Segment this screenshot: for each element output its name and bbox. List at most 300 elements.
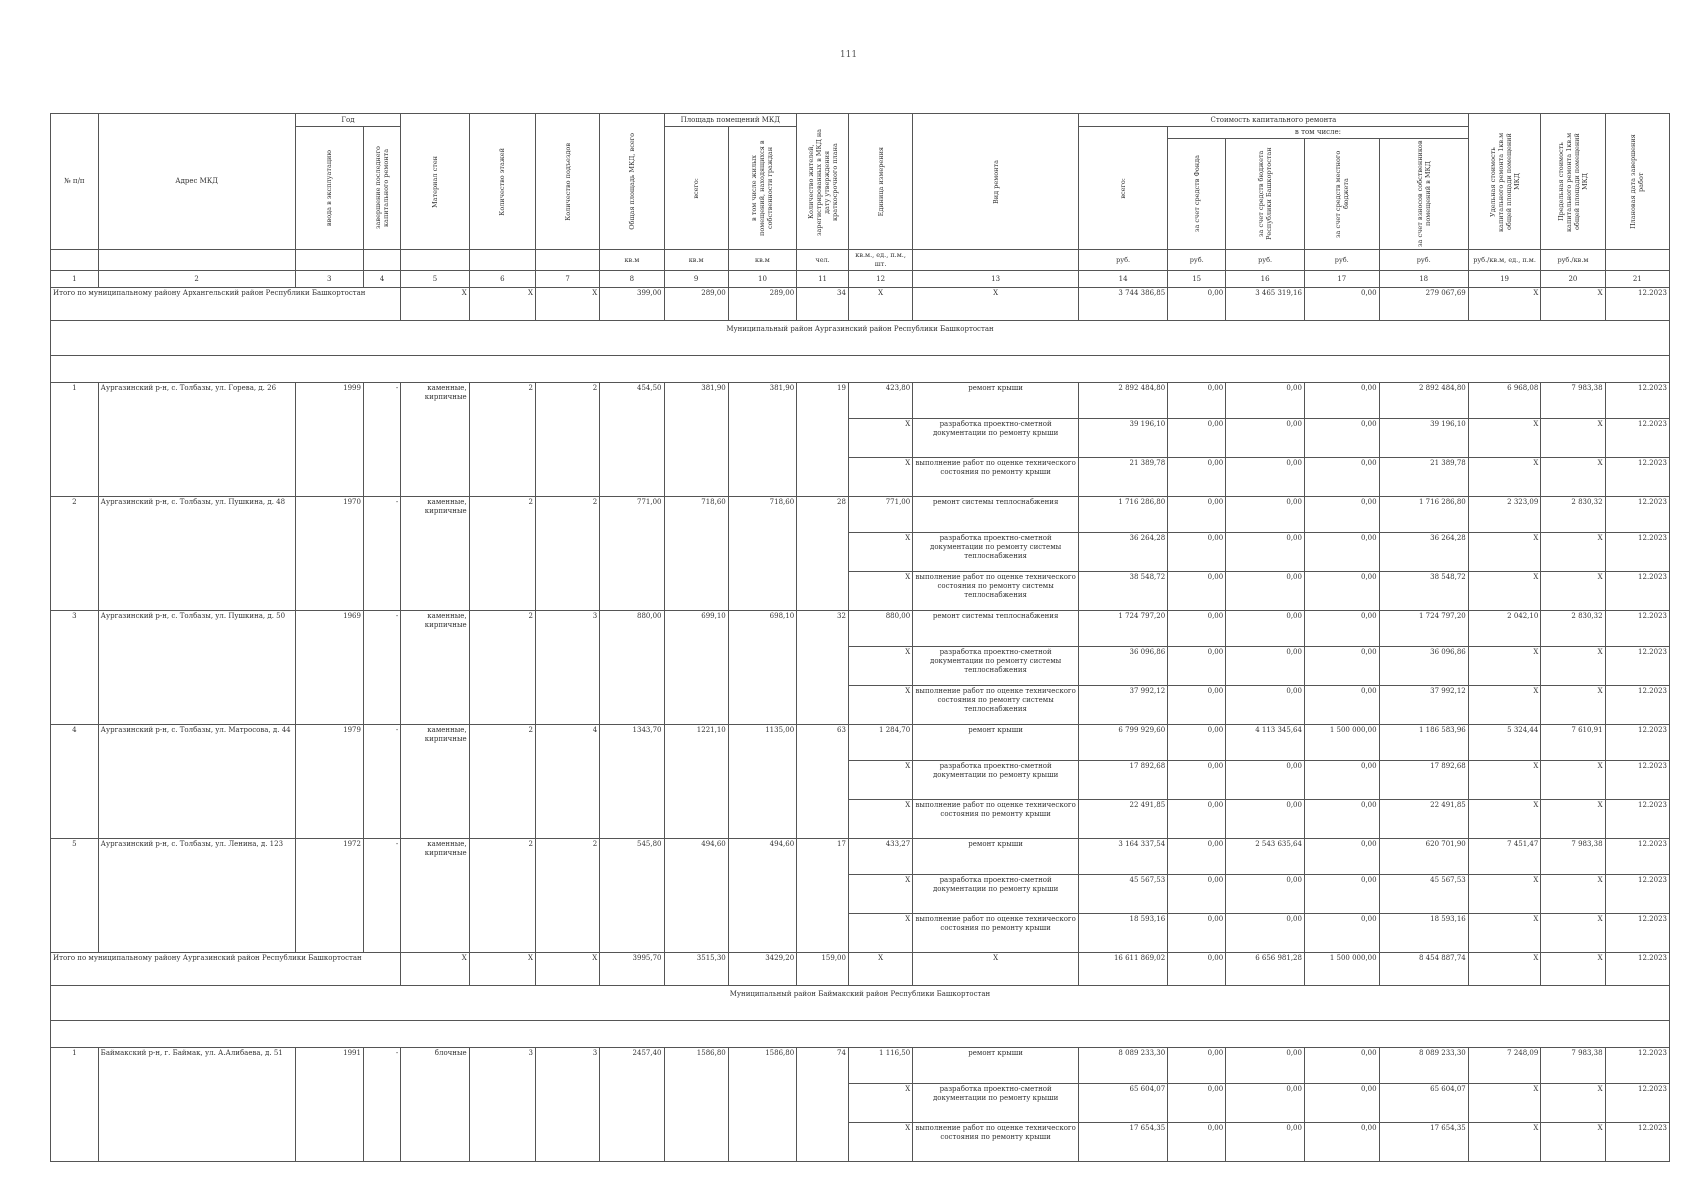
unit-value: X [848,761,912,800]
col-cost-all-header: всего: [1079,127,1168,250]
cost-fund: 0,00 [1168,914,1226,953]
col-including-header: в том числе: [1168,127,1469,139]
building-area-all: 718,60 [664,497,728,611]
cost-republic: 0,00 [1226,914,1305,953]
cost-fund: 0,00 [1168,458,1226,497]
building-row [51,497,1670,533]
column-number-cell: 2 [98,271,295,288]
unit-cell: кв.м [664,250,728,271]
cost-owners: 2 892 484,80 [1379,383,1468,419]
unit-value: X [848,458,912,497]
specific-cost: X [1468,875,1541,914]
building-floors: 2 [469,839,535,953]
building-residents: 63 [797,725,849,839]
deadline: 12.2023 [1605,761,1669,800]
building-total-area: 2457,40 [600,1048,664,1162]
total-cell: 289,00 [664,288,728,321]
max-cost: X [1541,419,1605,458]
specific-cost: X [1468,572,1541,611]
cost-owners: 1 724 797,20 [1379,611,1468,647]
max-cost: 7 983,38 [1541,839,1605,875]
work-type: разработка проектно-сметной документации по ремонту крыши [913,1084,1079,1123]
specific-cost: 5 324,44 [1468,725,1541,761]
col-floors-header: Количество этажей [469,114,535,250]
deadline: 12.2023 [1605,1123,1669,1162]
max-cost: X [1541,458,1605,497]
deadline: 12.2023 [1605,533,1669,572]
building-floors: 2 [469,497,535,611]
specific-cost: X [1468,800,1541,839]
spacer-row [51,356,1670,383]
cost-fund: 0,00 [1168,533,1226,572]
unit-value: 1 284,70 [848,725,912,761]
specific-cost: 7 451,47 [1468,839,1541,875]
cost-fund: 0,00 [1168,647,1226,686]
deadline: 12.2023 [1605,914,1669,953]
unit-value: X [848,533,912,572]
deadline: 12.2023 [1605,572,1669,611]
total-cell: X [848,288,912,321]
col-num-header: № п/п [51,114,99,250]
cost-republic: 0,00 [1226,800,1305,839]
work-type: выполнение работ по оценке технического состояния по ремонту крыши [913,800,1079,839]
building-residents: 19 [797,383,849,497]
cost-fund: 0,00 [1168,800,1226,839]
cost-owners: 38 548,72 [1379,572,1468,611]
total-cell: 3 744 386,85 [1079,288,1168,321]
building-area-residential: 718,60 [728,497,796,611]
cost-republic: 0,00 [1226,875,1305,914]
max-cost: X [1541,800,1605,839]
specific-cost: X [1468,458,1541,497]
max-cost: X [1541,647,1605,686]
cost-republic: 0,00 [1226,497,1305,533]
max-cost: X [1541,761,1605,800]
total-cell: X [913,288,1079,321]
section-header-row [51,321,1670,356]
building-last-repair: - [363,725,400,839]
building-row [51,1048,1670,1084]
unit-value: 880,00 [848,611,912,647]
deadline: 12.2023 [1605,419,1669,458]
cost-owners: 36 264,28 [1379,533,1468,572]
unit-value: 771,00 [848,497,912,533]
building-last-repair: - [363,497,400,611]
building-material: каменные, кирпичные [401,497,469,611]
cost-owners: 37 992,12 [1379,686,1468,725]
specific-cost: 7 248,09 [1468,1048,1541,1084]
work-type: разработка проектно-сметной документации по ремонту крыши [913,761,1079,800]
building-num: 4 [51,725,99,839]
col-year-commission-header: ввода в эксплуатацию [295,127,363,250]
section-header-row [51,986,1670,1021]
building-last-repair: - [363,611,400,725]
work-type: выполнение работ по оценке технического состояния по ремонту крыши [913,914,1079,953]
total-cell: X [401,288,469,321]
cost-local: 0,00 [1304,839,1379,875]
column-numbers-row [51,271,1670,288]
building-entrances: 2 [536,383,600,497]
cost-owners: 18 593,16 [1379,914,1468,953]
spacer-cell [51,1021,1670,1048]
building-material: каменные, кирпичные [401,383,469,497]
col-year-header: Год [295,114,401,127]
cost-republic: 0,00 [1226,761,1305,800]
building-last-repair: - [363,1048,400,1162]
building-last-repair: - [363,839,400,953]
work-type: ремонт системы теплоснабжения [913,611,1079,647]
cost-fund: 0,00 [1168,725,1226,761]
col-unit-header: Единица измерения [848,114,912,250]
total-cell: 34 [797,288,849,321]
column-number-cell: 8 [600,271,664,288]
col-address-header: Адрес МКД [98,114,295,250]
cost-local: 0,00 [1304,611,1379,647]
unit-cell [363,250,400,271]
section-title: Муниципальный район Баймакский район Республики Башкортостан [51,986,1670,1021]
page-number: 111 [839,50,858,60]
cost-fund: 0,00 [1168,572,1226,611]
building-total-area: 545,80 [600,839,664,953]
total-cell: 3995,70 [600,953,664,986]
total-cell: 289,00 [728,288,796,321]
cost-republic: 0,00 [1226,1048,1305,1084]
unit-cell [401,250,469,271]
building-entrances: 4 [536,725,600,839]
unit-cell [913,250,1079,271]
cost-total: 37 992,12 [1079,686,1168,725]
unit-cell [469,250,535,271]
cost-republic: 2 543 635,64 [1226,839,1305,875]
cost-total: 21 389,78 [1079,458,1168,497]
cost-owners: 39 196,10 [1379,419,1468,458]
cost-total: 39 196,10 [1079,419,1168,458]
max-cost: X [1541,533,1605,572]
cost-local: 0,00 [1304,914,1379,953]
cost-fund: 0,00 [1168,686,1226,725]
deadline: 12.2023 [1605,725,1669,761]
building-year: 1970 [295,497,363,611]
cost-owners: 36 096,86 [1379,647,1468,686]
specific-cost: X [1468,914,1541,953]
specific-cost: X [1468,1084,1541,1123]
specific-cost: X [1468,686,1541,725]
building-area-all: 381,90 [664,383,728,497]
total-cell: X [1541,288,1605,321]
work-type: ремонт крыши [913,839,1079,875]
cost-fund: 0,00 [1168,383,1226,419]
unit-cell: руб. [1379,250,1468,271]
unit-value: X [848,1084,912,1123]
building-row [51,611,1670,647]
specific-cost: 6 968,08 [1468,383,1541,419]
work-type: выполнение работ по оценке технического состояния по ремонту системы теплоснабжения [913,572,1079,611]
total-cell: 3429,20 [728,953,796,986]
unit-value: 433,27 [848,839,912,875]
total-label: Итого по муниципальному району Аургазинский район Республики Башкортостан [51,953,401,986]
cost-fund: 0,00 [1168,875,1226,914]
building-num: 3 [51,611,99,725]
cost-total: 18 593,16 [1079,914,1168,953]
column-number-cell: 10 [728,271,796,288]
deadline: 12.2023 [1605,647,1669,686]
building-address: Аургазинский р-н, с. Толбазы, ул. Матросова, д. 44 [98,725,295,839]
unit-cell [98,250,295,271]
deadline: 12.2023 [1605,383,1669,419]
cost-owners: 45 567,53 [1379,875,1468,914]
building-area-all: 494,60 [664,839,728,953]
column-number-cell: 12 [848,271,912,288]
spacer-row [51,1021,1670,1048]
cost-fund: 0,00 [1168,1048,1226,1084]
unit-cell: руб. [1079,250,1168,271]
deadline: 12.2023 [1605,800,1669,839]
building-last-repair: - [363,383,400,497]
building-year: 1991 [295,1048,363,1162]
deadline: 12.2023 [1605,497,1669,533]
work-type: разработка проектно-сметной документации по ремонту крыши [913,875,1079,914]
deadline: 12.2023 [1605,1084,1669,1123]
deadline: 12.2023 [1605,1048,1669,1084]
cost-total: 36 096,86 [1079,647,1168,686]
col-max-cost-header: Предельная стоимость капитального ремонта 1кв.м общей площади помещений МКД [1541,114,1605,250]
specific-cost: X [1468,761,1541,800]
cost-owners: 1 716 286,80 [1379,497,1468,533]
work-type: разработка проектно-сметной документации по ремонту системы теплоснабжения [913,647,1079,686]
col-entrances-header: Количество подъездов [536,114,600,250]
max-cost: X [1541,1123,1605,1162]
col-year-last-header: завершение последнего капитального ремонта [363,127,400,250]
cost-local: 0,00 [1304,533,1379,572]
total-cell: 12.2023 [1605,953,1669,986]
total-cell: 0,00 [1168,953,1226,986]
total-row [51,288,1670,321]
column-number-cell: 11 [797,271,849,288]
unit-cell [51,250,99,271]
cost-local: 0,00 [1304,572,1379,611]
work-type: разработка проектно-сметной документации по ремонту крыши [913,419,1079,458]
total-cell: X [469,288,535,321]
unit-value: X [848,419,912,458]
deadline: 12.2023 [1605,839,1669,875]
cost-total: 36 264,28 [1079,533,1168,572]
building-floors: 2 [469,725,535,839]
cost-total: 65 604,07 [1079,1084,1168,1123]
cost-republic: 0,00 [1226,419,1305,458]
total-cell: 12.2023 [1605,288,1669,321]
column-number-cell: 21 [1605,271,1669,288]
unit-cell [295,250,363,271]
total-cell: 0,00 [1168,288,1226,321]
cost-local: 0,00 [1304,458,1379,497]
cost-total: 38 548,72 [1079,572,1168,611]
building-residents: 17 [797,839,849,953]
total-cell: 3515,30 [664,953,728,986]
building-total-area: 1343,70 [600,725,664,839]
unit-value: 423,80 [848,383,912,419]
work-type: ремонт крыши [913,725,1079,761]
building-address: Баймакский р-н, г. Баймак, ул. А.Алибаева, д. 51 [98,1048,295,1162]
max-cost: X [1541,914,1605,953]
cost-republic: 0,00 [1226,1084,1305,1123]
work-type: ремонт системы теплоснабжения [913,497,1079,533]
building-floors: 2 [469,611,535,725]
cost-total: 17 654,35 [1079,1123,1168,1162]
col-residents-header: Количество жителей, зарегистрированных в МКД на дату утверждения краткосрочного плана [797,114,849,250]
column-number-cell: 13 [913,271,1079,288]
unit-value: X [848,686,912,725]
cost-total: 22 491,85 [1079,800,1168,839]
capital-repair-table [50,113,1670,1162]
cost-total: 45 567,53 [1079,875,1168,914]
unit-value: X [848,800,912,839]
total-cell: X [401,953,469,986]
building-area-residential: 698,10 [728,611,796,725]
building-area-all: 1221,10 [664,725,728,839]
deadline: 12.2023 [1605,611,1669,647]
building-year: 1972 [295,839,363,953]
col-area-all-header: всего: [664,127,728,250]
building-num: 1 [51,1048,99,1162]
max-cost: X [1541,572,1605,611]
total-cell: 8 454 887,74 [1379,953,1468,986]
total-row [51,953,1670,986]
work-type: выполнение работ по оценке технического состояния по ремонту системы теплоснабжения [913,686,1079,725]
section-title: Муниципальный район Аургазинский район Республики Башкортостан [51,321,1670,356]
building-area-all: 699,10 [664,611,728,725]
col-fund-header: за счет средств Фонда [1168,139,1226,250]
cost-total: 2 892 484,80 [1079,383,1168,419]
cost-local: 0,00 [1304,497,1379,533]
building-row [51,839,1670,875]
building-address: Аургазинский р-н, с. Толбазы, ул. Ленина, д. 123 [98,839,295,953]
header-row-1 [51,114,1670,127]
cost-owners: 21 389,78 [1379,458,1468,497]
cost-total: 1 716 286,80 [1079,497,1168,533]
building-total-area: 771,00 [600,497,664,611]
unit-value: X [848,1123,912,1162]
column-number-cell: 20 [1541,271,1605,288]
max-cost: 2 830,32 [1541,497,1605,533]
cost-owners: 8 089 233,30 [1379,1048,1468,1084]
total-cell: X [469,953,535,986]
building-year: 1979 [295,725,363,839]
unit-value: X [848,572,912,611]
cost-total: 8 089 233,30 [1079,1048,1168,1084]
cost-local: 0,00 [1304,647,1379,686]
col-total-area-header: Общая площадь МКД, всего [600,114,664,250]
column-number-cell: 15 [1168,271,1226,288]
cost-local: 0,00 [1304,875,1379,914]
cost-owners: 1 186 583,96 [1379,725,1468,761]
cost-local: 0,00 [1304,1123,1379,1162]
unit-cell [536,250,600,271]
cost-republic: 0,00 [1226,383,1305,419]
unit-value: 1 116,50 [848,1048,912,1084]
cost-fund: 0,00 [1168,611,1226,647]
max-cost: 2 830,32 [1541,611,1605,647]
work-type: ремонт крыши [913,383,1079,419]
specific-cost: X [1468,647,1541,686]
cost-fund: 0,00 [1168,497,1226,533]
total-cell: X [536,953,600,986]
col-area-residential-header: в том числе жилых помещений, находящихся в собственности граждан [728,127,796,250]
building-row [51,383,1670,419]
cost-fund: 0,00 [1168,1084,1226,1123]
building-num: 1 [51,383,99,497]
cost-fund: 0,00 [1168,761,1226,800]
total-cell: X [1468,953,1541,986]
building-material: каменные, кирпичные [401,839,469,953]
cost-owners: 17 654,35 [1379,1123,1468,1162]
total-cell: 16 611 869,02 [1079,953,1168,986]
total-cell: 0,00 [1304,288,1379,321]
deadline: 12.2023 [1605,686,1669,725]
specific-cost: X [1468,419,1541,458]
building-area-all: 1586,80 [664,1048,728,1162]
building-entrances: 3 [536,1048,600,1162]
max-cost: 7 983,38 [1541,1048,1605,1084]
cost-total: 3 164 337,54 [1079,839,1168,875]
cost-local: 0,00 [1304,686,1379,725]
max-cost: X [1541,1084,1605,1123]
building-total-area: 454,50 [600,383,664,497]
cost-local: 0,00 [1304,419,1379,458]
cost-owners: 22 491,85 [1379,800,1468,839]
column-number-cell: 18 [1379,271,1468,288]
building-floors: 2 [469,383,535,497]
cost-republic: 0,00 [1226,572,1305,611]
col-local-header: за счет средств местного бюджета [1304,139,1379,250]
building-address: Аургазинский р-н, с. Толбазы, ул. Пушкина, д. 50 [98,611,295,725]
column-number-cell: 1 [51,271,99,288]
cost-local: 1 500 000,00 [1304,725,1379,761]
unit-cell: руб. [1168,250,1226,271]
specific-cost: X [1468,1123,1541,1162]
cost-republic: 0,00 [1226,1123,1305,1162]
max-cost: X [1541,686,1605,725]
unit-cell: кв.м [600,250,664,271]
cost-republic: 0,00 [1226,647,1305,686]
total-cell: X [1541,953,1605,986]
cost-republic: 0,00 [1226,458,1305,497]
unit-cell: руб./кв.м, ед., п.м. [1468,250,1541,271]
cost-local: 0,00 [1304,1084,1379,1123]
column-number-cell: 16 [1226,271,1305,288]
total-cell: X [913,953,1079,986]
max-cost: 7 983,38 [1541,383,1605,419]
total-cell: 279 067,69 [1379,288,1468,321]
cost-fund: 0,00 [1168,419,1226,458]
building-row [51,725,1670,761]
building-entrances: 2 [536,839,600,953]
total-cell: X [1468,288,1541,321]
col-republic-header: за счет средств бюджета Республики Башкортостан [1226,139,1305,250]
column-number-cell: 9 [664,271,728,288]
cost-owners: 17 892,68 [1379,761,1468,800]
cost-republic: 4 113 345,64 [1226,725,1305,761]
unit-cell: кв.м [728,250,796,271]
total-cell: 159,00 [797,953,849,986]
cost-republic: 0,00 [1226,611,1305,647]
total-cell: X [848,953,912,986]
work-type: ремонт крыши [913,1048,1079,1084]
building-year: 1999 [295,383,363,497]
total-cell: X [536,288,600,321]
cost-fund: 0,00 [1168,1123,1226,1162]
building-area-residential: 494,60 [728,839,796,953]
building-material: каменные, кирпичные [401,725,469,839]
